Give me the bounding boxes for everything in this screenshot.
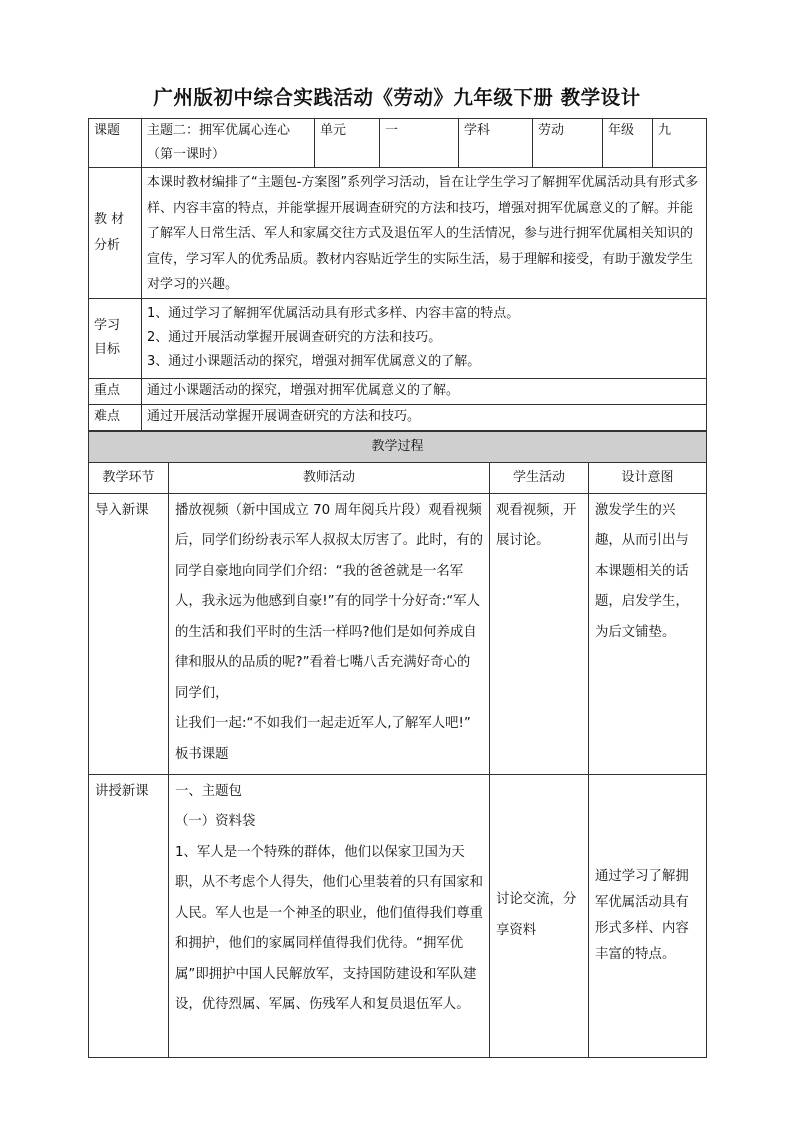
- topic-label: 课题: [89, 119, 142, 168]
- subject-value: 劳动: [533, 119, 603, 168]
- page-title: 广州版初中综合实践活动《劳动》九年级下册 教学设计: [153, 86, 641, 109]
- student-activity-cell: 观看视频，开展讨论。: [490, 493, 589, 774]
- stage-cell: 导入新课: [89, 493, 169, 774]
- unit-label: 单元: [315, 119, 380, 168]
- topic-value: 主题二：拥军优属心连心 （第一课时）: [142, 119, 315, 168]
- objective-item: 1、通过学习了解拥军优属活动具有形式多样、内容丰富的特点。: [147, 305, 520, 321]
- grade-value: 九: [653, 119, 707, 168]
- teacher-activity-cell: 一、主题包 （一）资料袋 1、军人是一个特殊的群体，他们以保家卫国为天职，从不考虑个人得失，他们心里装着的只有国家和人民。军人也是一个神圣的职业，他们值得我们尊重和拥护，他们的家属同样值得我们优待。“拥军优属”即拥护中国人民解放军，支持国防建设和军队建设，优待烈属、军属、伤残军人和复员退伍军人。: [169, 774, 490, 1057]
- design-intent-cell: 激发学生的兴趣，从而引出与本课题相关的话题，启发学生，为后文铺垫。: [589, 493, 707, 774]
- table-row: [89, 774, 707, 1057]
- teaching-process-table: [88, 431, 707, 1058]
- column-header-teacher: 教师活动: [169, 462, 490, 493]
- grade-label: 年级: [603, 119, 653, 168]
- objective-item: 2、通过开展活动掌握开展调查研究的方法和技巧。: [147, 329, 442, 345]
- difficulty-label: 难点: [89, 404, 142, 430]
- unit-value: 一: [380, 119, 459, 168]
- teacher-activity-cell: 播放视频（新中国成立 70 周年阅兵片段）观看视频后，同学们纷纷表示军人叔叔太厉害了。此时，有的同学自豪地向同学们介绍：“我的爸爸就是一名军人，我永远为他感到自豪!”有的同学十分好奇:“军人的生活和我们平时的生活一样吗?他们是如何养成自律和服从的品质的呢?”看着七嘴八舌充满好奇心的同学们， 让我们一起:“不如我们一起走近军人,了解军人吧!” 板书课题: [169, 493, 490, 774]
- column-header-stage: 教学环节: [89, 462, 169, 493]
- difficulty-text: 通过开展活动掌握开展调查研究的方法和技巧。: [142, 404, 707, 430]
- table-row: [89, 493, 707, 774]
- process-banner: 教学过程: [89, 431, 707, 462]
- subject-label: 学科: [459, 119, 533, 168]
- design-intent-cell: 通过学习了解拥军优属活动具有形式多样、内容丰富的特点。: [589, 774, 707, 1057]
- stage-cell: 讲授新课: [89, 774, 169, 1057]
- student-activity-cell: 讨论交流，分享资料: [490, 774, 589, 1057]
- objective-item: 3、通过小课题活动的探究，增强对拥军优属意义的了解。: [147, 353, 481, 369]
- column-header-student: 学生活动: [490, 462, 589, 493]
- lesson-info-table: [88, 118, 707, 431]
- objectives-label: 学习 目标: [89, 298, 142, 378]
- key-point-text: 通过小课题活动的探究，增强对拥军优属意义的了解。: [142, 378, 707, 404]
- lesson-plan-sheet: [88, 118, 706, 1058]
- column-header-intent: 设计意图: [589, 462, 707, 493]
- objectives-list: [142, 298, 707, 378]
- key-point-label: 重点: [89, 378, 142, 404]
- analysis-label: 教 材 分析: [89, 168, 142, 299]
- analysis-text: 本课时教材编排了“主题包-方案图”系列学习活动，旨在让学生学习了解拥军优属活动具有形式多样、内容丰富的特点，并能掌握开展调查研究的方法和技巧，增强对拥军优属意义的了解。并能了解军人日常生活、军人和家属交往方式及退伍军人的生活情况，参与进行拥军优属相关知识的宣传，学习军人的优秀品质。教材内容贴近学生的实际生活，易于理解和接受，有助于激发学生对学习的兴趣。: [142, 168, 707, 299]
